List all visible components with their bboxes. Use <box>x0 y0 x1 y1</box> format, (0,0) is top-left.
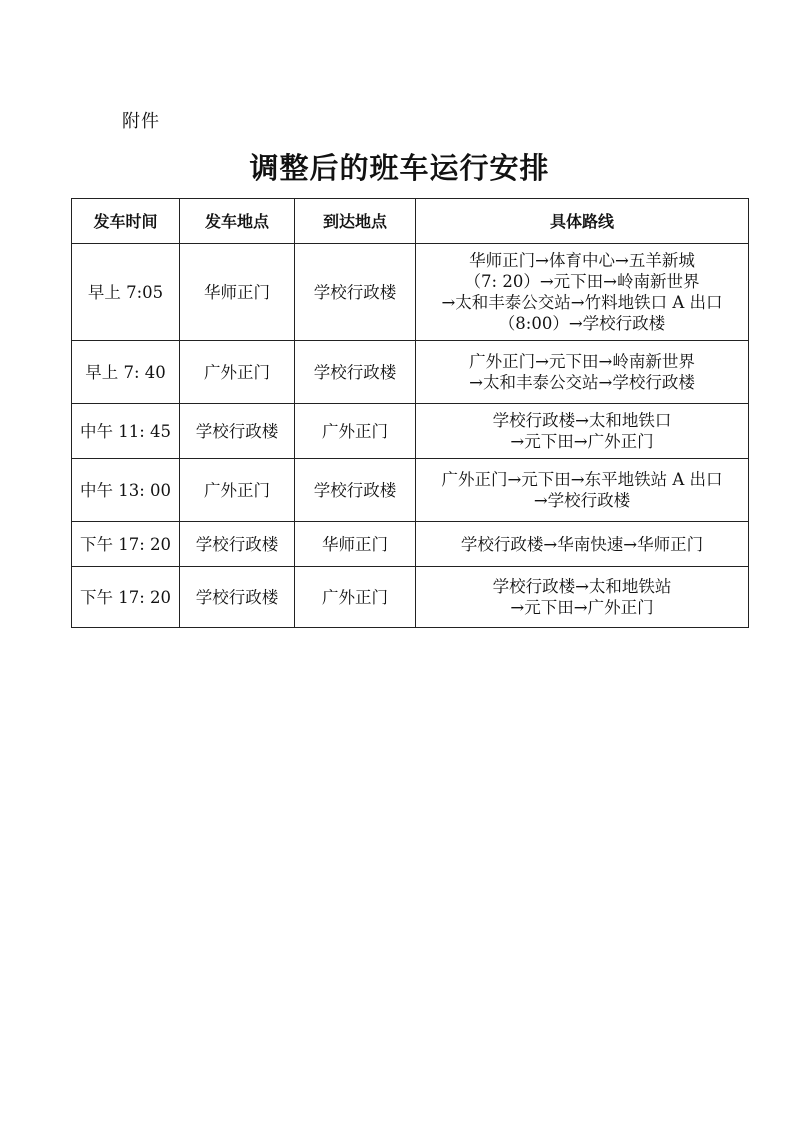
table-row <box>72 522 749 567</box>
route-line: →学校行政楼 <box>533 491 631 510</box>
document-title: 调整后的班车运行安排 <box>249 151 550 185</box>
route-line: 学校行政楼→华南快速→华师正门 <box>460 534 704 554</box>
departure-place-cell: 广外正门 <box>180 459 295 522</box>
route-cell <box>416 522 749 567</box>
route-line: 学校行政楼→太和地铁站 <box>492 577 672 596</box>
arrival-place-cell: 华师正门 <box>295 522 416 567</box>
arrival-place-cell: 广外正门 <box>295 567 416 628</box>
route-line: →元下田→广外正门 <box>510 598 654 617</box>
route-line: →太和丰泰公交站→学校行政楼 <box>469 373 695 392</box>
route-line: （7: 20）→元下田→岭南新世界 <box>464 272 700 291</box>
route-line: 广外正门→元下田→岭南新世界 <box>469 352 695 371</box>
route-cell <box>416 244 749 341</box>
arrival-place-cell: 广外正门 <box>295 404 416 459</box>
departure-time-cell: 早上 7: 40 <box>72 341 180 404</box>
route-line: →元下田→广外正门 <box>510 432 654 451</box>
header-departure-place: 发车地点 <box>180 199 295 244</box>
departure-place-cell: 华师正门 <box>180 244 295 341</box>
table-row <box>72 341 749 404</box>
table-row <box>72 459 749 522</box>
header-departure-time: 发车时间 <box>72 199 180 244</box>
table-row <box>72 567 749 628</box>
route-cell <box>416 404 749 459</box>
arrival-place-cell: 学校行政楼 <box>295 459 416 522</box>
table-row <box>72 404 749 459</box>
route-line: 学校行政楼→太和地铁口 <box>492 411 672 430</box>
departure-time-cell: 中午 11: 45 <box>72 404 180 459</box>
arrival-place-cell: 学校行政楼 <box>295 244 416 341</box>
route-line: 广外正门→元下田→东平地铁站 A 出口 <box>441 470 723 489</box>
route-line: 华师正门→体育中心→五羊新城 <box>469 251 695 270</box>
arrival-place-cell: 学校行政楼 <box>295 341 416 404</box>
route-line: →太和丰泰公交站→竹料地铁口 A 出口 <box>441 293 723 312</box>
header-arrival-place: 到达地点 <box>295 199 416 244</box>
route-cell <box>416 567 749 628</box>
table-row <box>72 244 749 341</box>
departure-time-cell: 下午 17: 20 <box>72 567 180 628</box>
departure-place-cell: 广外正门 <box>180 341 295 404</box>
table-header-row <box>72 199 749 244</box>
departure-place-cell: 学校行政楼 <box>180 404 295 459</box>
route-cell <box>416 341 749 404</box>
departure-time-cell: 中午 13: 00 <box>72 459 180 522</box>
departure-time-cell: 下午 17: 20 <box>72 522 180 567</box>
route-cell <box>416 459 749 522</box>
departure-time-cell: 早上 7:05 <box>72 244 180 341</box>
bus-schedule-table <box>71 198 749 628</box>
attachment-label: 附件 <box>122 111 160 132</box>
header-route: 具体路线 <box>416 199 749 244</box>
route-line: （8:00）→学校行政楼 <box>498 314 666 333</box>
departure-place-cell: 学校行政楼 <box>180 567 295 628</box>
departure-place-cell: 学校行政楼 <box>180 522 295 567</box>
